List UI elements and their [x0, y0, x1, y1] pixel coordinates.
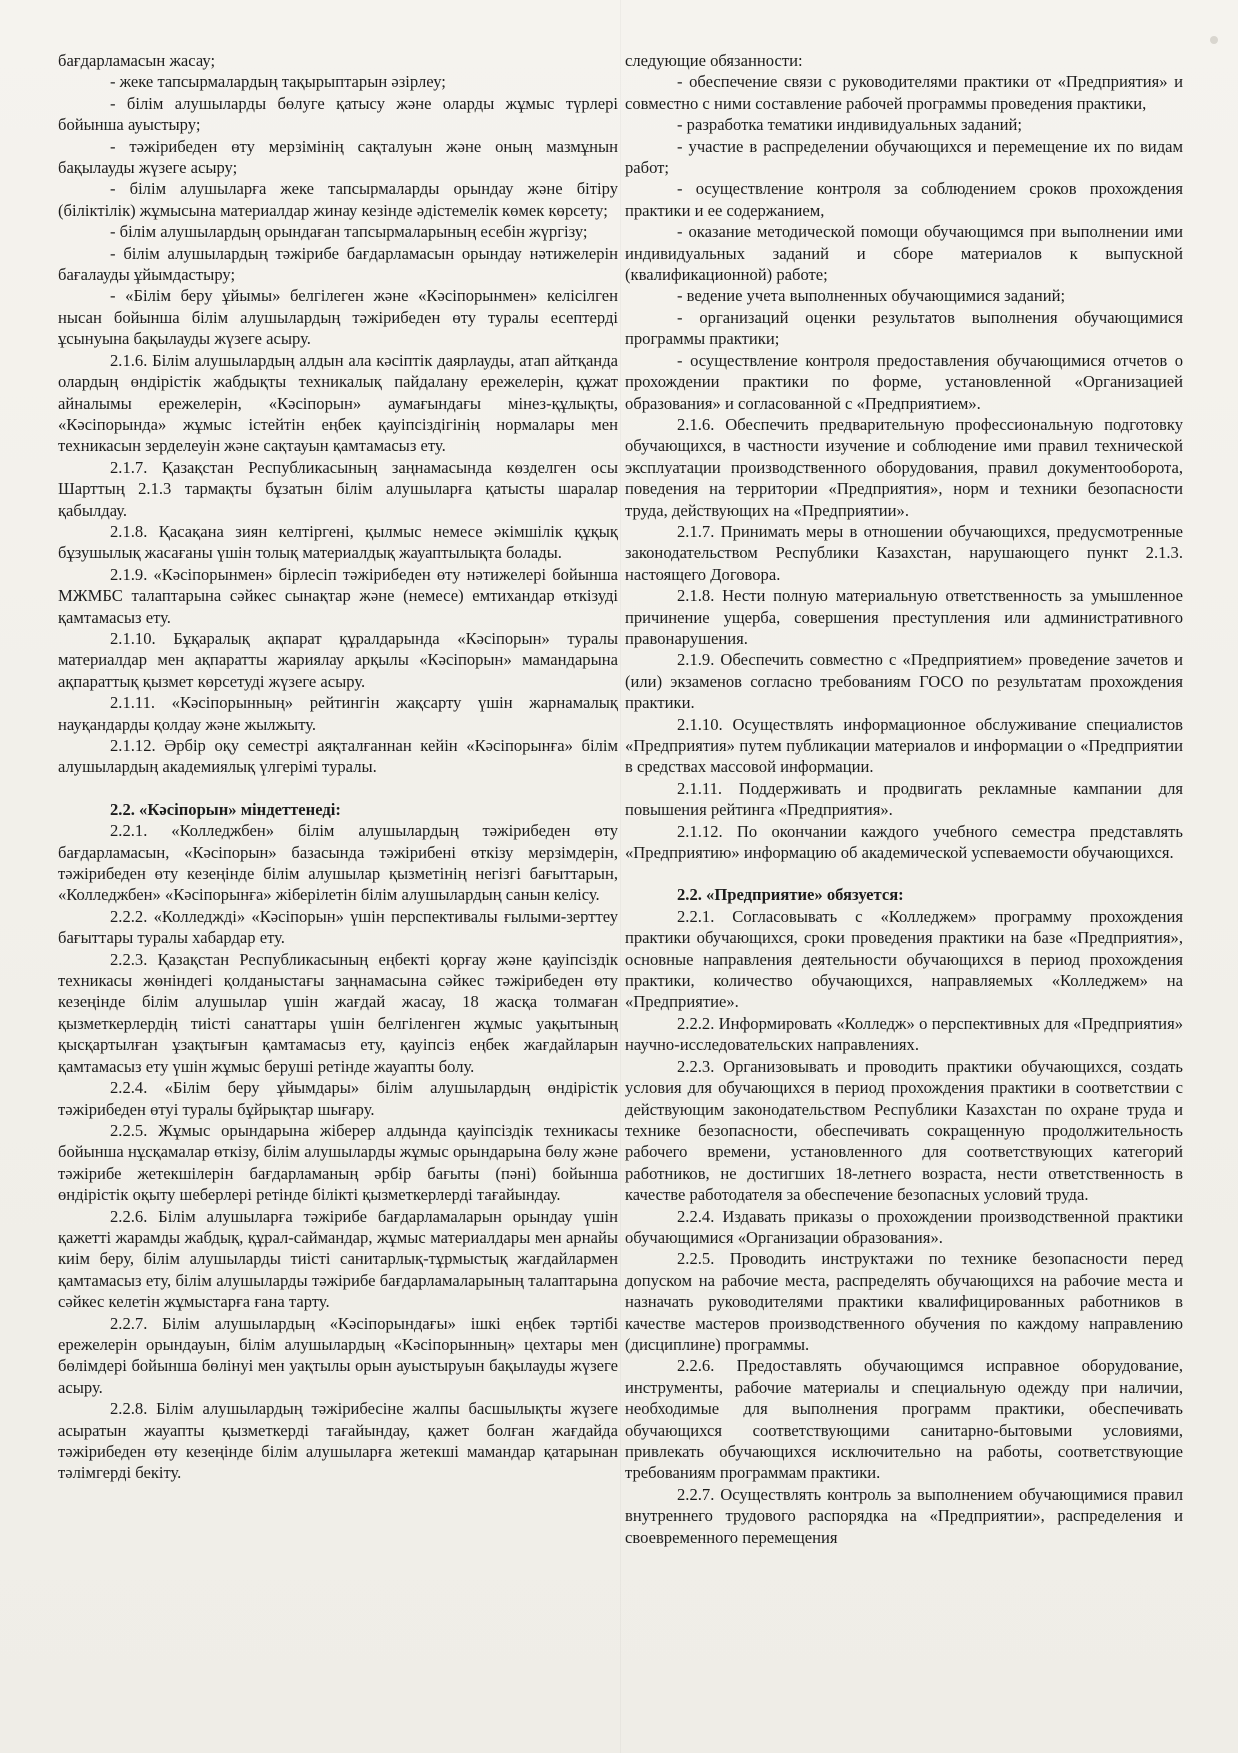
kazakh-paragraph: - жеке тапсырмалардың тақырыптарын әзірлеу; [110, 72, 446, 92]
russian-paragraph: 2.2.4. Издавать приказы о прохождении производственной практики обучающимися «Организации образования». [625, 1206, 1183, 1247]
russian-paragraph: 2.2.3. Организовывать и проводить практики обучающихся, создать условия для обучающихся в период прохождения практики в соответствии с действующим законодательством Республики Казахстан по охране труда и технике безопасности, обеспечивать сокращенную продолжительность рабочего времени, установленного для соответствующих категорий работников, не достигших 18-летнего возраста, нести ответственность в качестве работодателя за обеспечение безопасных условий труда. [625, 1056, 1183, 1205]
russian-paragraph: 2.1.12. По окончании каждого учебного семестра представлять «Предприятию» информацию об академической успеваемости обучающихся. [625, 821, 1183, 863]
russian-paragraph: 2.2.5. Проводить инструктажи по технике безопасности перед допуском на рабочие места, распределять обучающихся на рабочие места и назначать руководителями практики квалифицированных работников в качестве мастеров производственного обучения по каждому направлению (дисциплине) программы. [625, 1249, 1183, 1354]
punch-hole [1210, 36, 1218, 44]
russian-text-column [625, 50, 1183, 1548]
column-divider [620, 0, 621, 1753]
russian-paragraph: - ведение учета выполненных обучающимися заданий; [677, 286, 1066, 306]
kazakh-paragraph: 2.1.12. Әрбір оқу семестрі аяқталғаннан кейін «Кәсіпорынға» білім алушылардың академиялық үлгерімі туралы. [58, 736, 618, 777]
russian-paragraph: 2.2.7. Осуществлять контроль за выполнением обучающимися правил внутреннего трудового распорядка на «Предприятии», распределения и своевременного перемещения [625, 1484, 1183, 1547]
kazakh-paragraph: 2.1.11. «Кәсіпорынның» рейтингін жақсарту үшін жарнамалық науқандарды қолдау және жылжыту. [58, 693, 618, 734]
russian-paragraph: 2.1.9. Обеспечить совместно с «Предприятием» проведение зачетов и (или) экзаменов согласно требованиям ГОСО по результатам прохождения практики. [625, 650, 1183, 713]
kazakh-paragraph: 2.1.9. «Кәсіпорынмен» бірлесіп тәжірибеден өту нәтижелері бойынша МЖМБС талаптарына сәйкес сынақтар және (немесе) емтихандар өткізуді қамтамасыз ету. [58, 564, 618, 627]
russian-paragraph: 2.1.10. Осуществлять информационное обслуживание специалистов «Предприятия» путем публикации материалов и информации о «Предприятии в средствах массовой информации. [625, 714, 1183, 777]
russian-paragraph: 2.2.6. Предоставлять обучающимся исправное оборудование, инструменты, рабочие материалы и специальную одежду при наличии, необходимые для выполнения программ практики, обеспечивать обучающихся соответствующими санитарно-бытовыми условиями, привлекать обучающихся исключительно на работы, соответствующие требованиям программам практики. [625, 1356, 1183, 1483]
russian-paragraph: 2.2.2. Информировать «Колледж» о перспективных для «Предприятия» научно-исследовательских направлениях. [625, 1013, 1183, 1055]
russian-paragraph: - организаций оценки результатов выполнения обучающимися программы практики; [625, 307, 1183, 349]
russian-paragraph: 2.1.8. Нести полную материальную ответственность за умышленное причинение ущерба, совершения преступления или административного правонарушения. [625, 586, 1183, 648]
russian-paragraph: 2.1.11. Поддерживать и продвигать рекламные кампании для повышения рейтинга «Предприятия». [625, 778, 1183, 820]
kazakh-paragraph: 2.2.5. Жұмыс орындарына жіберер алдында қауіпсіздік техникасы бойынша нұсқамалар өткізу, білім алушыларды жұмыс орындарына бөлу және тәжірибе жетекшілерін бағдарламаның әрбір бағыты (пәні) бойынша өндірістік оқыту шеберлері ретінде білікті қызметкерлерді тағайындау. [58, 1120, 618, 1205]
kazakh-paragraph: 2.2.4. «Білім беру ұйымдары» білім алушылардың өндірістік тәжірибеден өтуі туралы бұйрықтар шығару. [58, 1078, 618, 1119]
russian-paragraph: - осуществление контроля за соблюдением сроков прохождения практики и ее содержанием, [625, 179, 1183, 220]
kazakh-paragraph: - тәжірибеден өту мерзімінің сақталуын және оның мазмұнын бақылауды жүзеге асыру; [58, 136, 618, 178]
russian-paragraph: - разработка тематики индивидуальных заданий; [677, 115, 1022, 135]
kazakh-paragraph: бағдарламасын жасау; [58, 51, 216, 70]
russian-paragraph: 2.1.6. Обеспечить предварительную профессиональную подготовку обучающихся, в частности изучение и соблюдение ими правил технической эксплуатации производственного оборудования, правил документооборота, поведения на территории «Предприятия», норм и техники безопасности труда, действующих на «Предприятии». [625, 414, 1183, 520]
kazakh-paragraph: 2.2.3. Қазақстан Республикасының еңбекті қорғау және қауіпсіздік техникасы жөніндегі қолданыстағы заңнамасына сәйкес тәжірибеден өту кезеңінде білім алушылар үшін жағдай жасау, 18 жасқа толмаған қызметкерлердің тиісті санаттары үшін белгіленген жұмыс уақытының қысқартылған ұзақтығын қамтамасыз ету, қауіпсіз еңбек жағдайларын қамтамасыз ету үшін жұмыс беруші ретінде жауапты болу. [58, 949, 618, 1076]
russian-paragraph: - обеспечение связи с руководителями практики от «Предприятия» и совместно с ними составление рабочей программы проведения практики, [625, 72, 1183, 113]
russian-paragraph: 2.1.7. Принимать меры в отношении обучающихся, предусмотренные законодательством Республики Казахстан, нарушающего пункт 2.1.3. настоящего Договора. [625, 521, 1183, 584]
kazakh-paragraph: 2.2.1. «Колледжбен» білім алушылардың тәжірибеден өту бағдарламасын, «Кәсіпорын» базасында тәжірибені өткізу мерзімдерін, тәжірибеден өту кезеңінде білім алушылар қызметінің негізгі бағыттарын, «Колледжбен» «Кәсіпорынға» жіберілетін білім алушылардың санын келісу. [58, 821, 618, 905]
kazakh-paragraph: - білім алушыларды бөлуге қатысу және оларды жұмыс түрлері бойынша ауыстыру; [58, 93, 618, 135]
kazakh-paragraph: 2.2.7. Білім алушылардың «Кәсіпорындағы» ішкі еңбек тәртібі ережелерін орындауын, білім алушылардың «Кәсіпорынның» цехтары мен бөлімдері бойынша бөлінуі мен уақтылы орын ауыстыруын бақылауды жүзеге асыру. [58, 1313, 618, 1397]
russian-paragraph: - участие в распределении обучающихся и перемещение их по видам работ; [625, 136, 1183, 178]
kazakh-section-heading: 2.2. «Кәсіпорын» міндеттенеді: [110, 799, 341, 819]
kazakh-paragraph: - білім алушылардың тәжірибе бағдарламасын орындау нәтижелерін бағалауды ұйымдастыру; [58, 243, 618, 285]
kazakh-paragraph: 2.2.8. Білім алушылардың тәжірибесіне жалпы басшылықты жүзеге асыратын жауапты қызметкерді тағайындау, қажет болған жағдайда тәжірибеден өту кезеңінде білім алушыларға жетекші мамандар қатарынан тәлімгерді бекіту. [58, 1399, 618, 1483]
kazakh-paragraph: - білім алушылардың орындаған тапсырмаларының есебін жүргізу; [110, 222, 588, 242]
kazakh-paragraph: 2.1.6. Білім алушылардың алдын ала кәсіптік даярлауды, атап айтқанда олардың өндірістік жабдықты техникалық пайдалану ережелерін, құжат айналымы ережелерін, «Кәсіпорын» аумағындағы мінез-құлықты, «Кәсіпорында» жұмыс істейтін еңбек қауіпсіздігінің нормалары мен техникасын зерделеуін және сақтауын қамтамасыз ету. [58, 350, 618, 456]
russian-paragraph: - оказание методической помощи обучающимся при выполнении ими индивидуальных заданий и сборе материалов к выпускной (квалификационной) работе; [625, 222, 1183, 285]
kazakh-paragraph: 2.1.8. Қасақана зиян келтіргені, қылмыс немесе әкімшілік құқық бұзушылық жасағаны үшін толық материалдық жауаптылықта болады. [58, 521, 618, 563]
kazakh-paragraph: 2.2.2. «Колледжді» «Кәсіпорын» үшін перспективалы ғылыми-зерттеу бағыттары туралы хабардар ету. [58, 906, 618, 948]
kazakh-paragraph: - білім алушыларға жеке тапсырмаларды орындау және бітіру (біліктілік) жұмысына материалдар жинау кезінде әдістемелік көмек көрсету; [58, 179, 618, 220]
russian-section-heading: 2.2. «Предприятие» обязуется: [677, 885, 904, 905]
russian-paragraph: 2.2.1. Согласовывать с «Колледжем» программу прохождения практики обучающихся, сроки проведения практики на базе «Предприятия», основные направления деятельности обучающихся в период прохождения практики, количество обучающихся, направляемых «Колледжем» на «Предприятие». [625, 906, 1183, 1012]
russian-paragraph: - осуществление контроля предоставления обучающимися отчетов о прохождении практики по форме, установленной «Организацией образования» и согласованной с «Предприятием». [625, 350, 1183, 413]
kazakh-text-column [58, 50, 618, 1484]
kazakh-paragraph: 2.1.10. Бұқаралық ақпарат құралдарында «Кәсіпорын» туралы материалдар мен ақпаратты жариялау арқылы «Кәсіпорын» мамандарына ақпараттық қызмет көрсетуді жүзеге асыру. [58, 628, 618, 691]
kazakh-paragraph: - «Білім беру ұйымы» белгілеген және «Кәсіпорынмен» келісілген нысан бойынша білім алушылардың тәжірибеден өту туралы есептерді ұсынуына бақылауды жүзеге асыру. [58, 286, 618, 349]
russian-paragraph: следующие обязанности: [625, 51, 803, 70]
kazakh-paragraph: 2.1.7. Қазақстан Республикасының заңнамасында көзделген осы Шарттың 2.1.3 тармақты бұзатын білім алушыларға қатысты шаралар қабылдау. [58, 457, 618, 520]
kazakh-paragraph: 2.2.6. Білім алушыларға тәжірибе бағдарламаларын орындау үшін қажетті жарамды жабдық, құрал-саймандар, жұмыс материалдары мен арнайы киім беру, білім алушыларды тиісті санитарлық-тұрмыстық жағдайлармен қамтамасыз ету, білім алушыларды тәжірибе бағдарламаларының талаптарына сәйкес келетін жұмыстарға ғана тарту. [58, 1206, 618, 1312]
